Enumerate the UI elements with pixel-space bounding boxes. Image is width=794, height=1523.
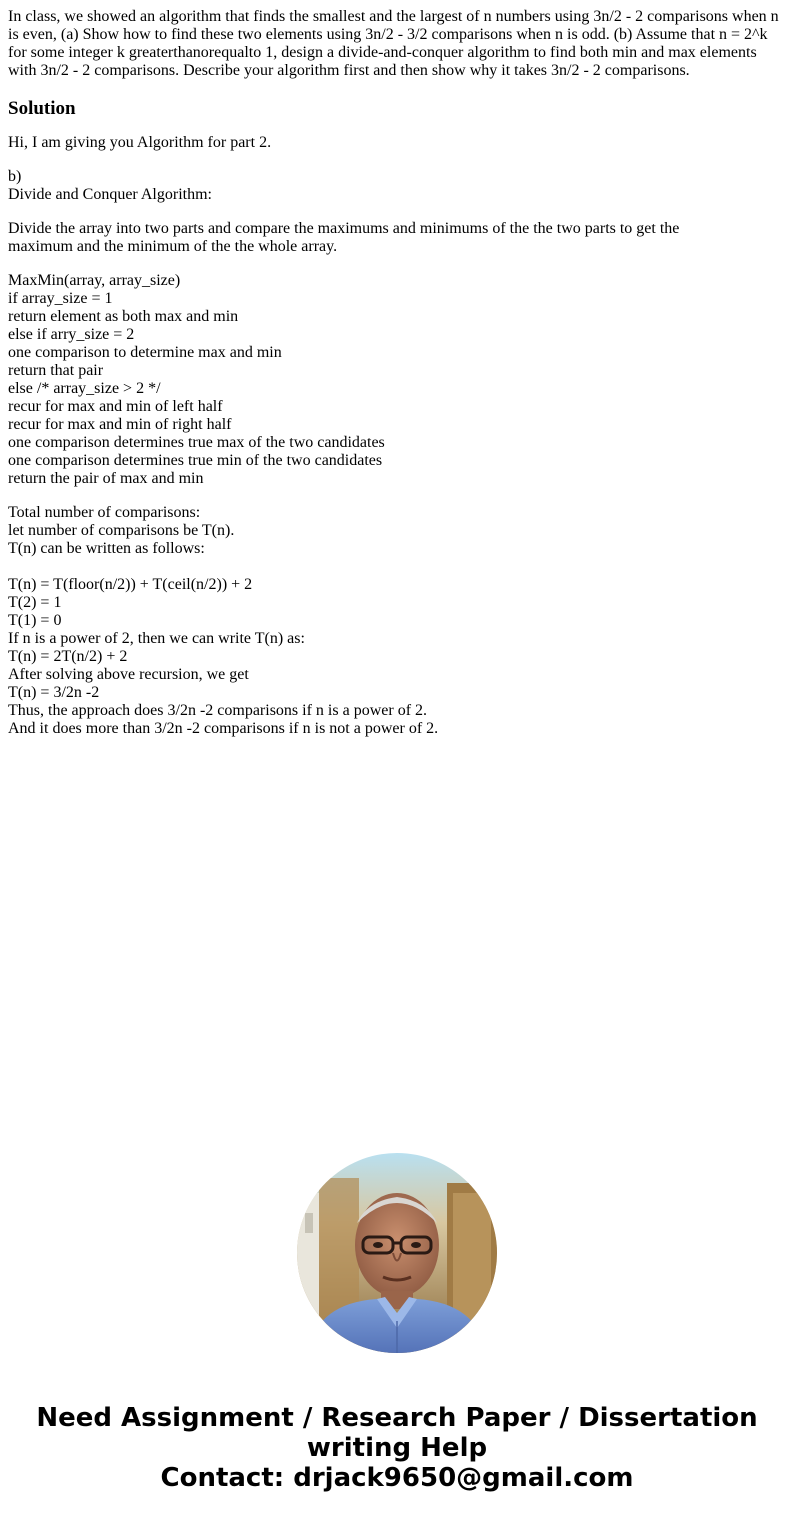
footer-line-1: Need Assignment / Research Paper / Dissertation <box>36 1403 758 1433</box>
intro-text: Hi, I am giving you Algorithm for part 2. <box>8 134 272 151</box>
algorithm-line: recur for max and min of left half <box>8 398 223 415</box>
complexity-analysis <box>8 504 786 738</box>
analysis-line: Thus, the approach does 3/2n -2 comparisons if n is a power of 2. <box>8 702 428 719</box>
algorithm-line: return element as both max and min <box>8 308 239 325</box>
analysis-line: If n is a power of 2, then we can write T(n) as: <box>8 630 305 647</box>
algorithm-line: MaxMin(array, array_size) <box>8 272 181 289</box>
part-label: b) <box>8 168 22 185</box>
part-header <box>8 168 786 204</box>
algorithm-description: Divide the array into two parts and compare the maximums and minimums of the the two parts to get the maximum and the minimum of the the whole array. <box>8 220 680 255</box>
algorithm-line: return the pair of max and min <box>8 470 204 487</box>
analysis-line: After solving above recursion, we get <box>8 666 249 683</box>
analysis-line: Total number of comparisons: <box>8 504 201 521</box>
document-body <box>8 8 786 738</box>
footer-contact: Contact: drjack9650@gmail.com <box>160 1463 634 1493</box>
author-avatar <box>297 1153 497 1353</box>
analysis-line: And it does more than 3/2n -2 comparisons if n is not a power of 2. <box>8 720 439 737</box>
analysis-line: T(n) = 2T(n/2) + 2 <box>8 648 128 665</box>
analysis-line: T(1) = 0 <box>8 612 62 629</box>
algorithm-line: one comparison determines true max of the two candidates <box>8 434 385 451</box>
blank-line <box>8 558 786 576</box>
part-title: Divide and Conquer Algorithm: <box>8 186 212 203</box>
analysis-line: let number of comparisons be T(n). <box>8 522 235 539</box>
analysis-line: T(n) = T(floor(n/2)) + T(ceil(n/2)) + 2 <box>8 576 253 593</box>
analysis-line: T(n) = 3/2n -2 <box>8 684 100 701</box>
algorithm-pseudocode <box>8 272 786 488</box>
algorithm-line: one comparison determines true min of the two candidates <box>8 452 383 469</box>
portrait-photo-icon <box>297 1153 497 1353</box>
analysis-line: T(n) can be written as follows: <box>8 540 205 557</box>
algorithm-line: return that pair <box>8 362 104 379</box>
footer-line-2: writing Help <box>306 1433 488 1463</box>
algorithm-line: else if arry_size = 2 <box>8 326 135 343</box>
algorithm-line: one comparison to determine max and min <box>8 344 282 361</box>
algorithm-line: else /* array_size > 2 */ <box>8 380 161 397</box>
analysis-line: T(2) = 1 <box>8 594 62 611</box>
solution-heading: Solution <box>8 98 76 119</box>
algorithm-line: recur for max and min of right half <box>8 416 232 433</box>
promo-footer <box>0 1403 794 1493</box>
algorithm-line: if array_size = 1 <box>8 290 113 307</box>
question-text: In class, we showed an algorithm that finds the smallest and the largest of n numbers using 3n/2 - 2 comparisons when n is even, (a) Show how to find these two elements using 3n/2 - 3/2 comparisons when n is odd. (b) Assume that n = 2^k for some integer k greaterthanorequalto 1, design a divide-and-conquer algorithm to find both min and max elements with 3n/2 - 2 comparisons. Describe your algorithm first and then show why it takes 3n/2 - 2 comparisons. <box>8 8 779 79</box>
